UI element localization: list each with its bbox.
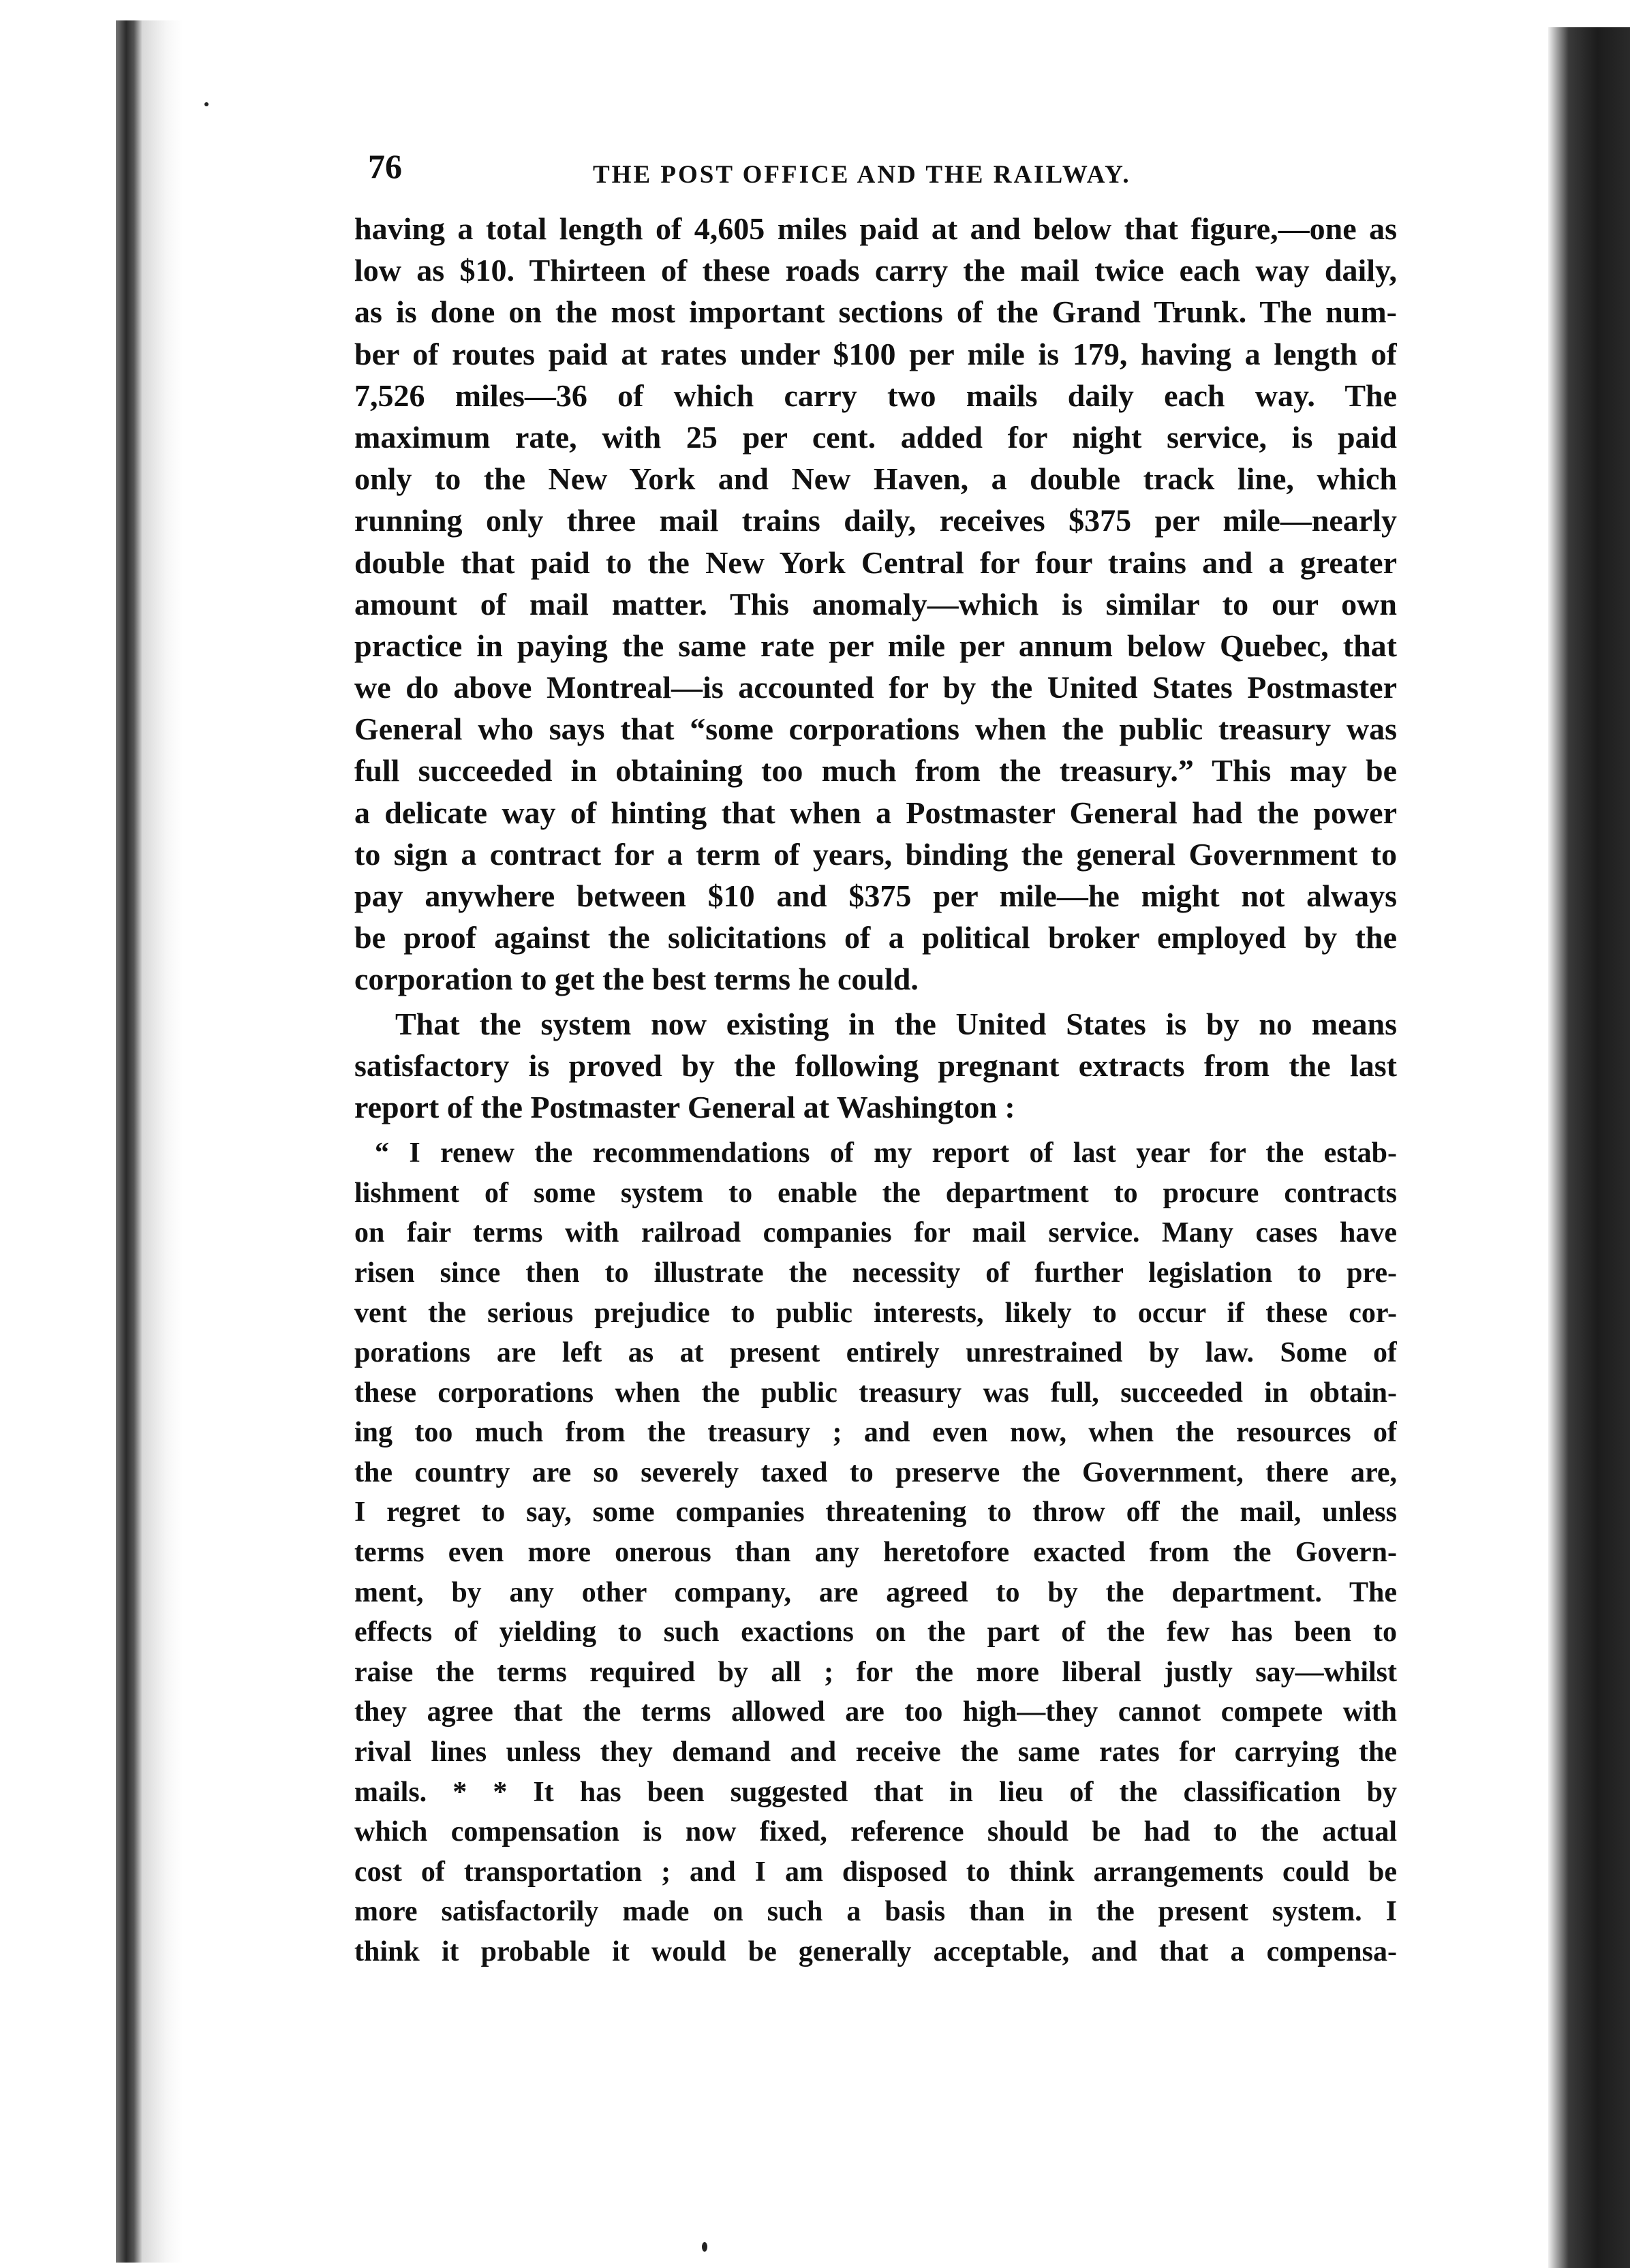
text-line: satisfactory is proved by the following pregnant extracts from the last xyxy=(354,1047,1397,1083)
text-line: That the system now existing in the United States is by no means xyxy=(395,1006,1397,1041)
quote-line: ment, by any other company, are agreed to by the department. The xyxy=(354,1576,1397,1608)
quote-line: cost of transportation ; and I am disposed to think arrangements could be xyxy=(354,1856,1397,1888)
quote-line: these corporations when the public treasury was full, succeeded in obtain- xyxy=(354,1377,1397,1409)
text-line: General who says that “some corporations when the public treasury was xyxy=(354,711,1397,747)
quote-line: “ I renew the recommendations of my report of last year for the estab- xyxy=(375,1137,1397,1169)
text-line: ber of routes paid at rates under $100 per mile is 179, having a length of xyxy=(354,336,1397,371)
quote-line: think it probable it would be generally acceptable, and that a compensa- xyxy=(354,1936,1397,1967)
text-line: pay anywhere between $10 and $375 per mile—he might not always xyxy=(354,878,1397,913)
quote-line: which compensation is now fixed, reference should be had to the actual xyxy=(354,1816,1397,1848)
quote-line: porations are left as at present entirely unrestrained by law. Some of xyxy=(354,1337,1397,1369)
quote-line: lishment of some system to enable the department to procure contracts xyxy=(354,1177,1397,1209)
text-line: report of the Postmaster General at Washington : xyxy=(354,1089,1015,1124)
quote-line: effects of yielding to such exactions on the part of the few has been to xyxy=(354,1616,1397,1649)
paragraph-2 xyxy=(354,1003,1397,1129)
text-line: corporation to get the best terms he could. xyxy=(354,962,919,997)
text-line: having a total length of 4,605 miles paid at and below that figure,—one as xyxy=(354,211,1397,246)
text-line: full succeeded in obtaining too much from the treasury.” This may be xyxy=(354,753,1397,788)
text-line: as is done on the most important sections of the Grand Trunk. The num- xyxy=(354,294,1397,330)
quote-line: mails. * * It has been suggested that in lieu of the classification by xyxy=(354,1776,1397,1808)
quote-line: they agree that the terms allowed are too high—they cannot compete with xyxy=(354,1696,1397,1728)
quote-line: terms even more onerous than any heretofore exacted from the Govern- xyxy=(354,1537,1397,1569)
text-line: running only three mail trains daily, receives $375 per mile—nearly xyxy=(354,503,1397,538)
text-line: maximum rate, with 25 per cent. added for night service, is paid xyxy=(354,419,1397,455)
quote-line: raise the terms required by all ; for the more liberal justly say—whilst xyxy=(354,1656,1397,1688)
quote-line: vent the serious prejudice to public interests, likely to occur if these cor- xyxy=(354,1297,1397,1329)
text-line: be proof against the solicitations of a political broker employed by the xyxy=(354,920,1397,955)
scan-speck xyxy=(204,102,209,106)
page-right-edge xyxy=(1548,27,1630,2268)
quote-line: more satisfactorily made on such a basis than in the present system. I xyxy=(354,1896,1397,1928)
text-line: low as $10. Thirteen of these roads carry the mail twice each way daily, xyxy=(354,253,1397,288)
quote-line: risen since then to illustrate the necessity of further legislation to pre- xyxy=(354,1257,1397,1289)
text-line: practice in paying the same rate per mile per annum below Quebec, that xyxy=(354,628,1397,663)
page-body xyxy=(354,208,1397,1972)
quote-line: rival lines unless they demand and receive the same rates for carrying the xyxy=(354,1736,1397,1768)
running-head: THE POST OFFICE AND THE RAILWAY. xyxy=(593,161,1131,189)
scan-speck xyxy=(702,2242,707,2252)
block-quote xyxy=(354,1133,1397,1972)
page-binding-shadow xyxy=(142,20,183,2263)
text-line: double that paid to the New York Central for four trains and a greater xyxy=(354,545,1397,580)
text-line: amount of mail matter. This anomaly—which is similar to our own xyxy=(354,586,1397,622)
page-binding-edge xyxy=(116,20,142,2263)
text-line: a delicate way of hinting that when a Postmaster General had the power xyxy=(354,795,1397,830)
quote-line: the country are so severely taxed to preserve the Government, there are, xyxy=(354,1456,1397,1488)
text-line: we do above Montreal—is accounted for by the United States Postmaster xyxy=(354,670,1397,705)
paragraph-1 xyxy=(354,208,1397,1000)
quote-line: on fair terms with railroad companies for mail service. Many cases have xyxy=(354,1217,1397,1249)
quote-line: I regret to say, some companies threatening to throw off the mail, unless xyxy=(354,1497,1397,1529)
text-line: 7,526 miles—36 of which carry two mails daily each way. The xyxy=(354,378,1397,413)
text-line: to sign a contract for a term of years, binding the general Government to xyxy=(354,836,1397,872)
page-number: 76 xyxy=(368,147,402,185)
quote-line: ing too much from the treasury ; and even now, when the resources of xyxy=(354,1417,1397,1449)
text-line: only to the New York and New Haven, a double track line, which xyxy=(354,461,1397,497)
